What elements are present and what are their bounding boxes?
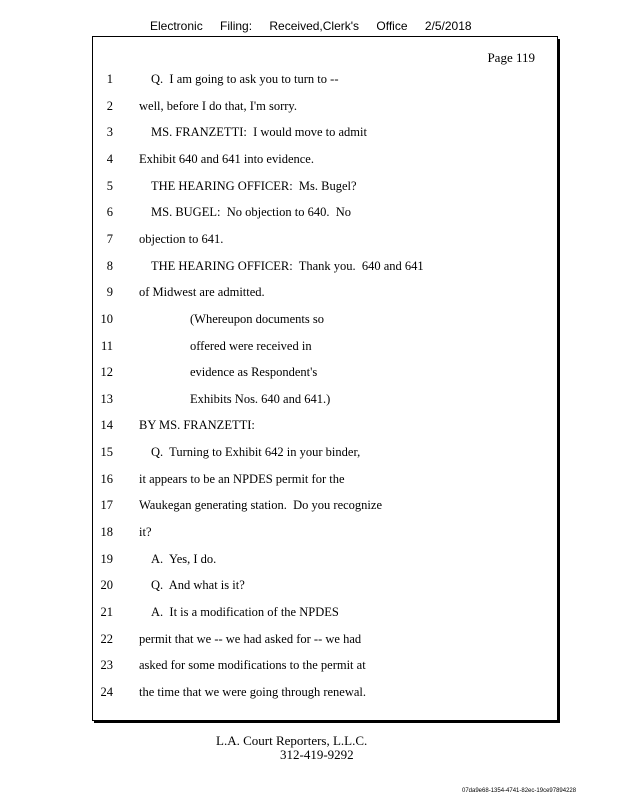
line-text: objection to 641.: [139, 231, 224, 246]
line-number: 10: [100, 311, 113, 326]
filing-header: [150, 19, 486, 33]
line-text: Exhibit 640 and 641 into evidence.: [139, 151, 314, 166]
line-text: asked for some modifications to the permit at: [139, 658, 366, 673]
line-number: 4: [106, 151, 113, 166]
footer-company: L.A. Court Reporters, L.L.C.: [216, 733, 368, 748]
header-part: Received,Clerk's: [269, 19, 360, 33]
line-number: 11: [100, 338, 113, 353]
line-number: 20: [100, 578, 113, 593]
line-text: Q. I am going to ask you to turn to --: [151, 72, 339, 86]
line-text: (Whereupon documents so: [190, 311, 324, 326]
line-number: 19: [100, 551, 113, 566]
line-text: Exhibits Nos. 640 and 641.): [190, 391, 331, 406]
line-number: 9: [106, 285, 113, 300]
page-number: Page 119: [487, 50, 535, 65]
document-hash: 07da9e68-1354-4741-82ec-19ce97894228: [462, 788, 577, 794]
line-text: MS. BUGEL: No objection to 640. No: [151, 205, 351, 220]
line-number: 2: [106, 98, 113, 113]
line-text: Waukegan generating station. Do you recognize: [139, 498, 383, 513]
header-part: 2/5/2018: [424, 19, 472, 33]
line-text: Q. Turning to Exhibit 642 in your binder,: [151, 445, 361, 460]
line-number: 7: [106, 231, 113, 246]
line-text: the time that we were going through renewal.: [139, 684, 367, 699]
line-text: evidence as Respondent's: [190, 365, 318, 380]
line-text: A. It is a modification of the NPDES: [151, 605, 339, 619]
line-number: 8: [106, 258, 113, 273]
line-number: 23: [100, 658, 113, 673]
line-text: it?: [139, 525, 152, 540]
line-number: 1: [106, 72, 113, 86]
header-part: Electronic: [150, 19, 203, 33]
footer-phone: 312-419-9292: [280, 747, 354, 762]
line-number: 14: [100, 418, 113, 433]
header-part: Office: [376, 19, 408, 33]
line-number: 17: [100, 498, 113, 513]
line-number: 18: [100, 525, 113, 540]
transcript-page: [92, 37, 558, 721]
line-number: 5: [106, 178, 113, 193]
header-part: Filing:: [220, 19, 253, 33]
line-text: offered were received in: [190, 338, 312, 353]
line-text: permit that we -- we had asked for -- we had: [139, 631, 362, 646]
line-text: THE HEARING OFFICER: Thank you. 640 and 641: [151, 258, 424, 273]
line-text: MS. FRANZETTI: I would move to admit: [151, 125, 367, 140]
line-number: 22: [100, 631, 113, 646]
line-text: well, before I do that, I'm sorry.: [139, 98, 297, 113]
line-number: 13: [100, 391, 113, 406]
line-number: 21: [100, 605, 113, 619]
line-number: 15: [100, 445, 113, 460]
line-number: 12: [100, 365, 113, 380]
line-text: THE HEARING OFFICER: Ms. Bugel?: [151, 178, 357, 193]
line-text: it appears to be an NPDES permit for the: [139, 471, 345, 486]
line-number: 3: [106, 125, 113, 140]
line-text: of Midwest are admitted.: [139, 285, 265, 300]
line-number: 24: [100, 684, 113, 699]
line-text: Q. And what is it?: [151, 578, 245, 593]
line-text: BY MS. FRANZETTI:: [139, 418, 255, 433]
line-number: 6: [106, 205, 113, 220]
line-text: A. Yes, I do.: [151, 551, 217, 566]
line-number: 16: [100, 471, 113, 486]
